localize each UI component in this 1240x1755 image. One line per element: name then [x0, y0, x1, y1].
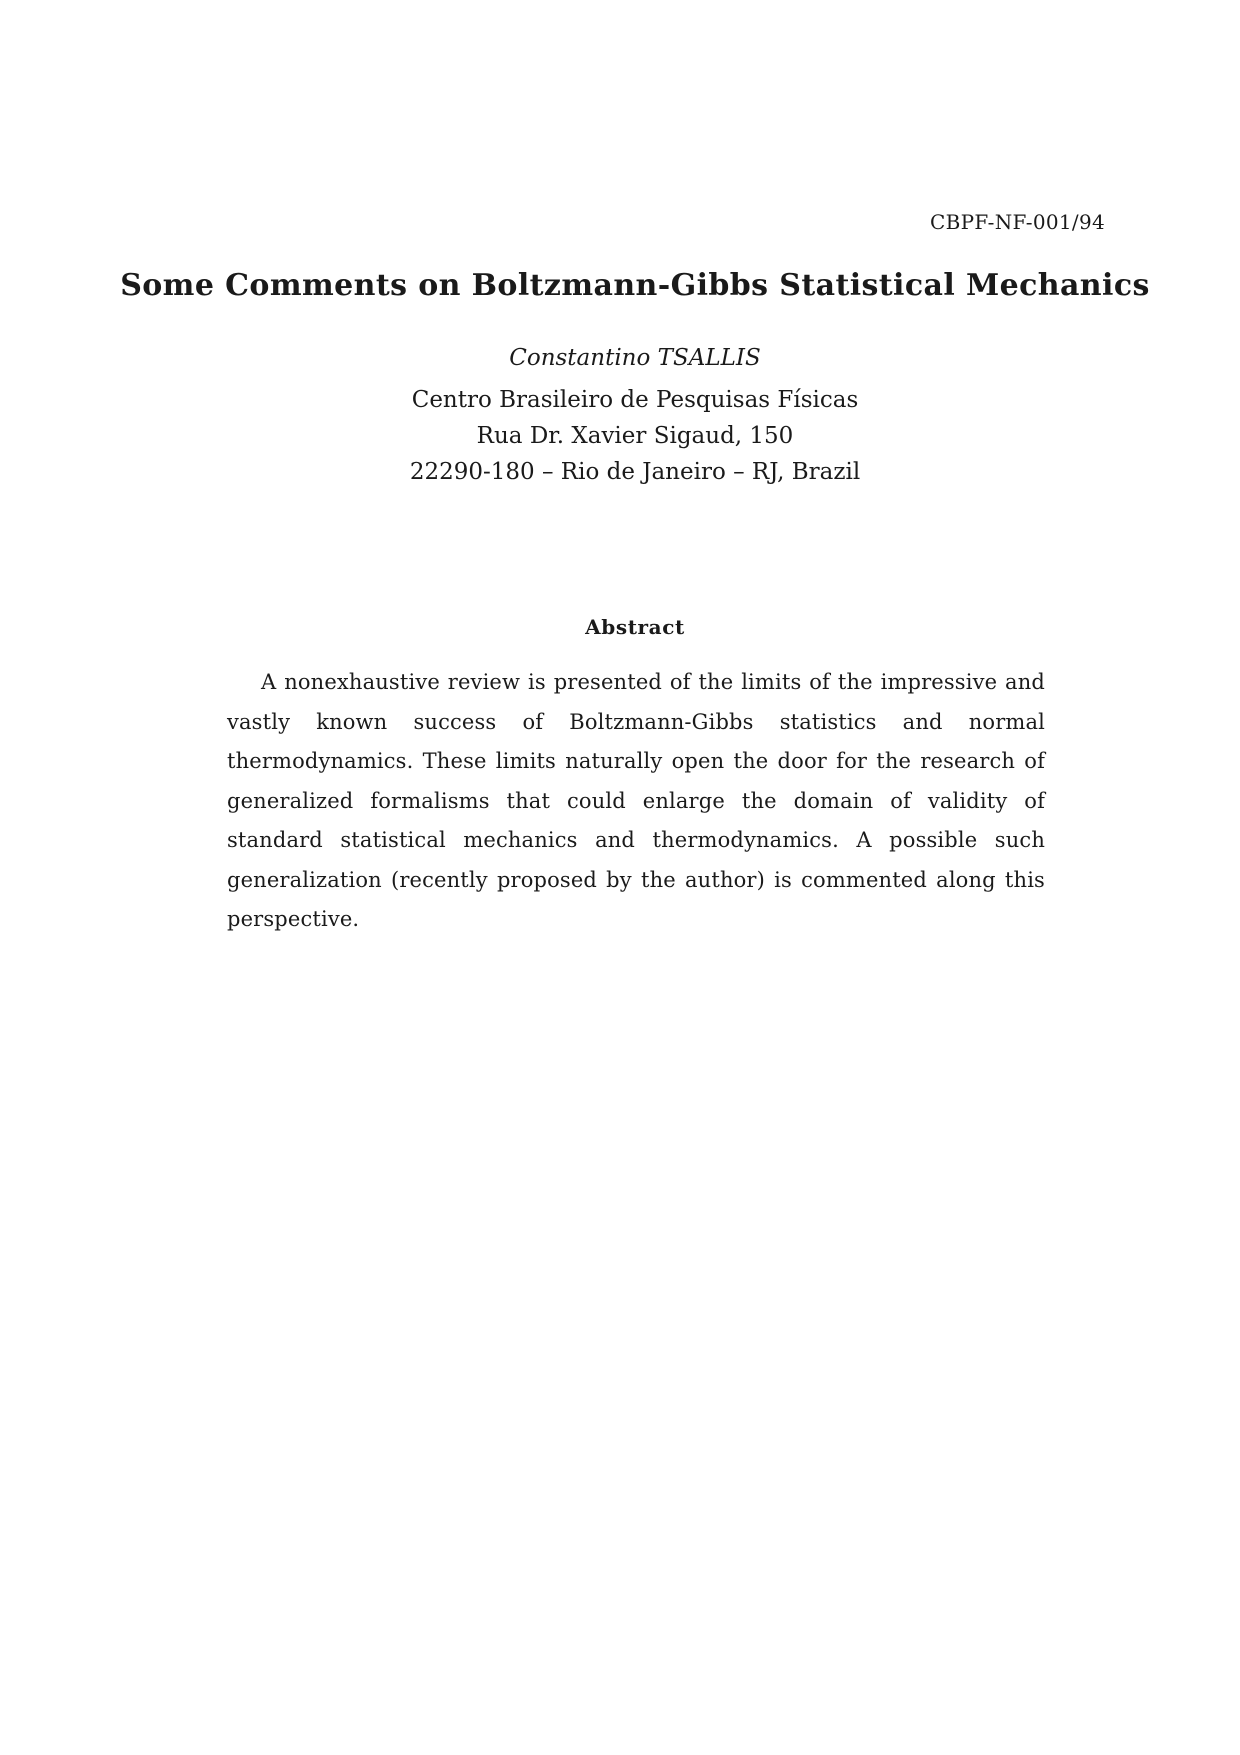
author-name: Constantino TSALLIS — [509, 345, 761, 371]
affiliation-institution: Centro Brasileiro de Pesquisas Físicas — [411, 387, 859, 413]
affiliation-street: Rua Dr. Xavier Sigaud, 150 — [476, 423, 794, 449]
paper-title: Some Comments on Boltzmann-Gibbs Statistical Mechanics — [120, 268, 1150, 303]
abstract-text: A nonexhaustive review is presented of the limits of the impressive and vastly known success of Boltzmann-Gibbs statistics and normal thermodynamics. These limits naturally open the door for the research of generalized formalisms that could enlarge the domain of validity of standard statistical mechanics and thermodynamics. A possible such generalization (recently proposed by the author) is commented along this perspective. — [227, 670, 1045, 931]
author-block — [0, 345, 1240, 490]
abstract-heading: Abstract — [585, 615, 685, 639]
report-number: CBPF-NF-001/94 — [930, 210, 1105, 234]
affiliation-city: 22290-180 – Rio de Janeiro – RJ, Brazil — [409, 459, 861, 485]
